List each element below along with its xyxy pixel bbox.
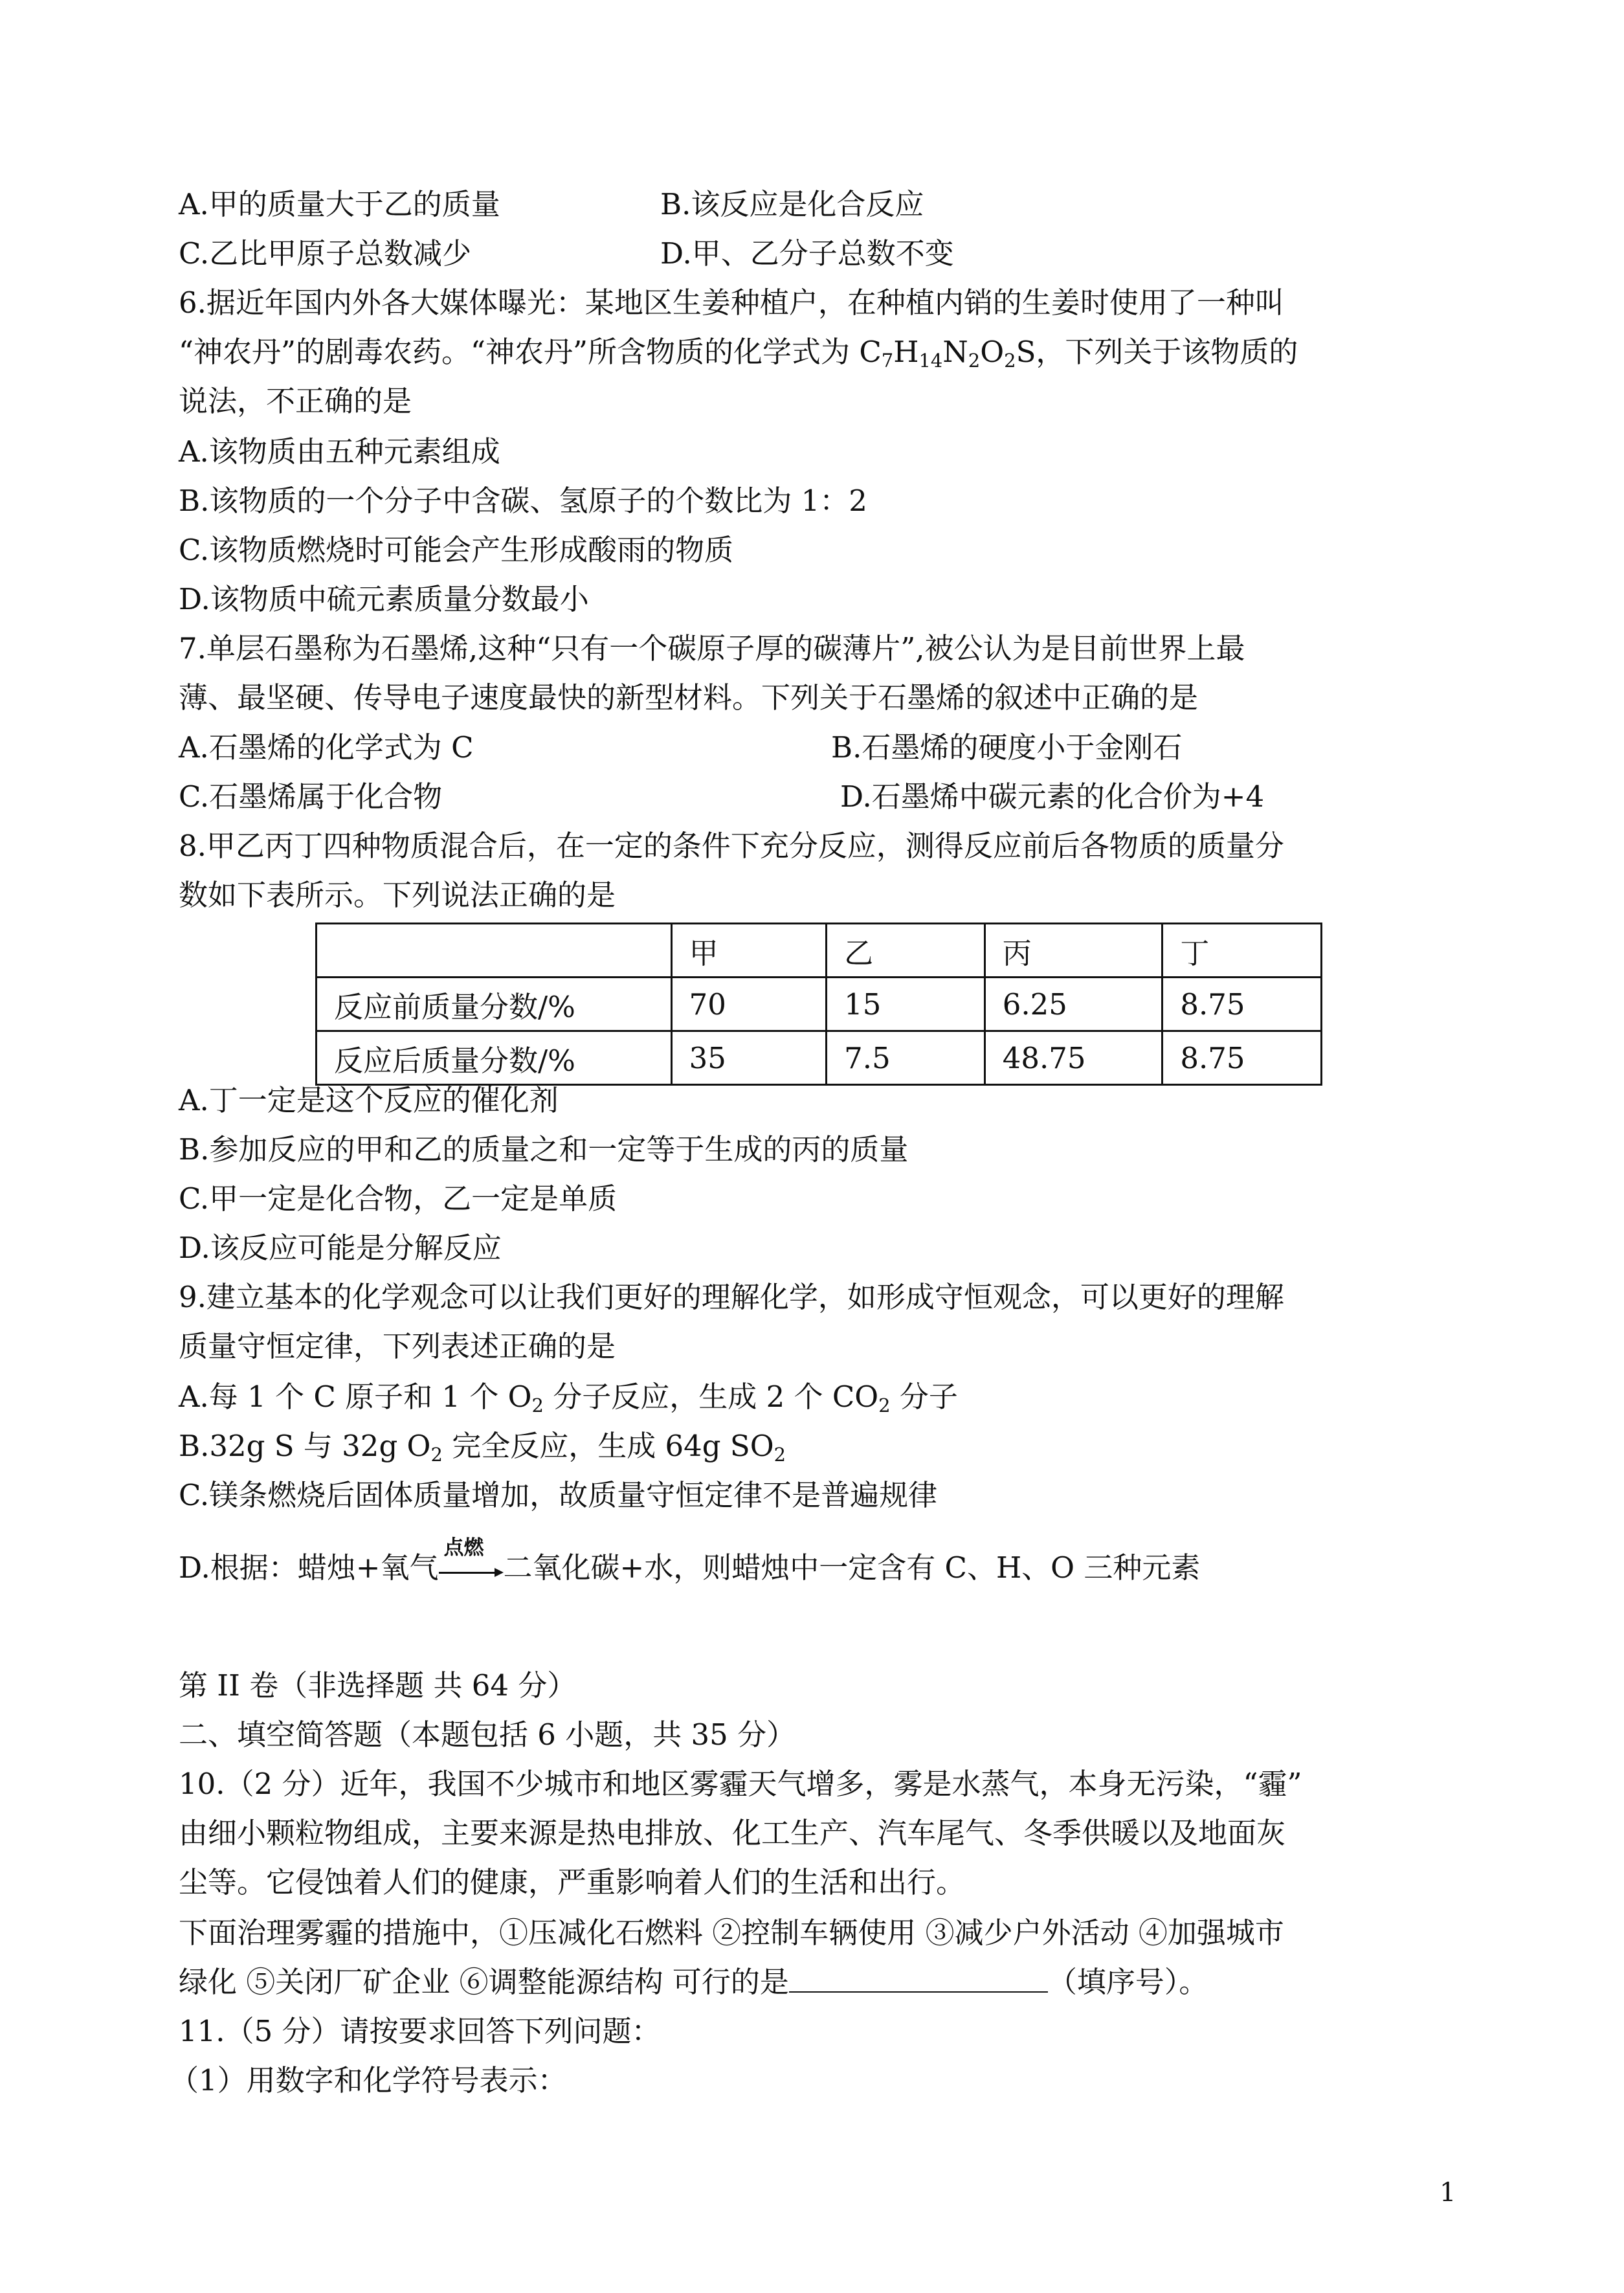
q5-option-c: C.乙比甲原子总数减少 xyxy=(179,236,472,271)
q10-stem-line3: 尘等。它侵蚀着人们的健康，严重影响着人们的生活和出行。 xyxy=(179,1865,966,1899)
q11-stem-line1: 11.（5 分）请按要求回答下列问题： xyxy=(179,2014,661,2048)
table-header-cell: 丙 xyxy=(984,924,1162,978)
q9-option-c: C.镁条燃烧后固体质量增加，故质量守恒定律不是普遍规律 xyxy=(179,1478,938,1512)
page-number: 1 xyxy=(1440,2178,1456,2208)
q11-sub1: （1）用数字和化学符号表示： xyxy=(170,2063,567,2097)
table-header-row xyxy=(317,924,1322,978)
table-cell: 70 xyxy=(671,978,827,1031)
q9-stem-line2: 质量守恒定律，下列表述正确的是 xyxy=(179,1329,616,1363)
q6-stem-line1: 6.据近年国内外各大媒体曝光：某地区生姜种植户，在种植内销的生姜时使用了一种叫 xyxy=(179,285,1284,320)
q5-option-a: A.甲的质量大于乙的质量 xyxy=(179,187,500,221)
part2-title: 第 II 卷（非选择题 共 64 分） xyxy=(179,1668,577,1703)
table-cell: 15 xyxy=(827,978,985,1031)
reaction-arrow-icon xyxy=(439,1536,504,1587)
q8-option-c: C.甲一定是化合物，乙一定是单质 xyxy=(179,1181,617,1216)
q10-stem-line2: 由细小颗粒物组成，主要来源是热电排放、化工生产、汽车尾气、冬季供暖以及地面灰 xyxy=(179,1816,1286,1850)
q7-option-b: B.石墨烯的硬度小于金刚石 xyxy=(831,730,1183,765)
section-heading: 二、填空简答题（本题包括 6 小题，共 35 分） xyxy=(179,1717,796,1752)
q8-option-a: A.丁一定是这个反应的催化剂 xyxy=(179,1083,559,1117)
q8-option-d: D.该反应可能是分解反应 xyxy=(179,1231,502,1265)
q7-stem-line2: 薄、最坚硬、传导电子速度最快的新型材料。下列关于石墨烯的叙述中正确的是 xyxy=(179,680,1199,715)
table-cell: 反应后质量分数/% xyxy=(317,1031,672,1085)
answer-blank[interactable] xyxy=(789,1963,1048,1993)
q8-option-b: B.参加反应的甲和乙的质量之和一定等于生成的丙的质量 xyxy=(179,1132,909,1167)
q9-option-d: D.根据：蜡烛+氧气 点燃 二氧化碳+水，则蜡烛中一定含有 C、H、O 三种元素 xyxy=(179,1549,1200,1587)
table-header-cell: 甲 xyxy=(671,924,827,978)
q9-option-a: A.每 1 个 C 原子和 1 个 $O_2$ 分子反应，生成 2 个 $CO_2$ 分子 xyxy=(179,1380,958,1416)
q5-option-b: B.该反应是化合反应 xyxy=(660,187,924,221)
q8-stem-line2: 数如下表所示。下列说法正确的是 xyxy=(179,878,616,912)
q7-option-d: D.石墨烯中碳元素的化合价为+4 xyxy=(840,779,1265,814)
table-cell: 6.25 xyxy=(984,978,1162,1031)
table-header-cell: 丁 xyxy=(1162,924,1322,978)
q8-stem-line1: 8.甲乙丙丁四种物质混合后，在一定的条件下充分反应，测得反应前后各物质的质量分 xyxy=(179,829,1284,863)
q10-stem-line4: 下面治理雾霾的措施中，①压减化石燃料 ②控制车辆使用 ③减少户外活动 ④加强城市 xyxy=(179,1916,1284,1950)
q6-option-b: B.该物质的一个分子中含碳、氢原子的个数比为 1：2 xyxy=(179,484,867,518)
q9-stem-line1: 9.建立基本的化学观念可以让我们更好的理解化学，如形成守恒观念，可以更好的理解 xyxy=(179,1280,1284,1314)
table-cell: 7.5 xyxy=(827,1031,985,1085)
table-header-cell xyxy=(317,924,672,978)
table-cell: 48.75 xyxy=(984,1031,1162,1085)
q6-option-a: A.该物质由五种元素组成 xyxy=(179,434,500,469)
reaction-condition-label: 点燃 xyxy=(443,1536,484,1560)
table-cell: 8.75 xyxy=(1162,978,1322,1031)
q9-option-b: B.32g S 与 32g $O_2$ 完全反应，生成 64g $SO_2$ xyxy=(179,1429,786,1466)
q10-stem-line5: 绿化 ⑤关闭厂矿企业 ⑥调整能源结构 可行的是 （填序号）。 xyxy=(179,1963,1208,2002)
table-cell: 反应前质量分数/% xyxy=(317,978,672,1031)
q5-option-d: D.甲、乙分子总数不变 xyxy=(660,236,954,271)
table-cell: 35 xyxy=(671,1031,827,1085)
q7-option-a: A.石墨烯的化学式为 C xyxy=(179,730,474,765)
q6-option-c: C.该物质燃烧时可能会产生形成酸雨的物质 xyxy=(179,533,734,567)
table-row xyxy=(317,1031,1322,1085)
q6-option-d: D.该物质中硫元素质量分数最小 xyxy=(179,582,589,616)
q7-option-c: C.石墨烯属于化合物 xyxy=(179,779,443,814)
q10-stem-line1: 10.（2 分）近年，我国不少城市和地区雾霾天气增多，雾是水蒸气，本身无污染，“霾” xyxy=(179,1767,1302,1801)
table-row xyxy=(317,978,1322,1031)
table-header-cell: 乙 xyxy=(827,924,985,978)
mass-fraction-table xyxy=(315,923,1322,1086)
q7-stem-line1: 7.单层石墨称为石墨烯,这种“只有一个碳原子厚的碳薄片”,被公认为是目前世界上最 xyxy=(179,631,1245,666)
table-cell: 8.75 xyxy=(1162,1031,1322,1085)
q6-stem-line2: “神农丹”的剧毒农药。“神农丹”所含物质的化学式为 $C_7H_{14}N_2O_2S$，下列关于该物质的 xyxy=(179,335,1298,372)
q6-stem-line3: 说法，不正确的是 xyxy=(179,384,412,418)
